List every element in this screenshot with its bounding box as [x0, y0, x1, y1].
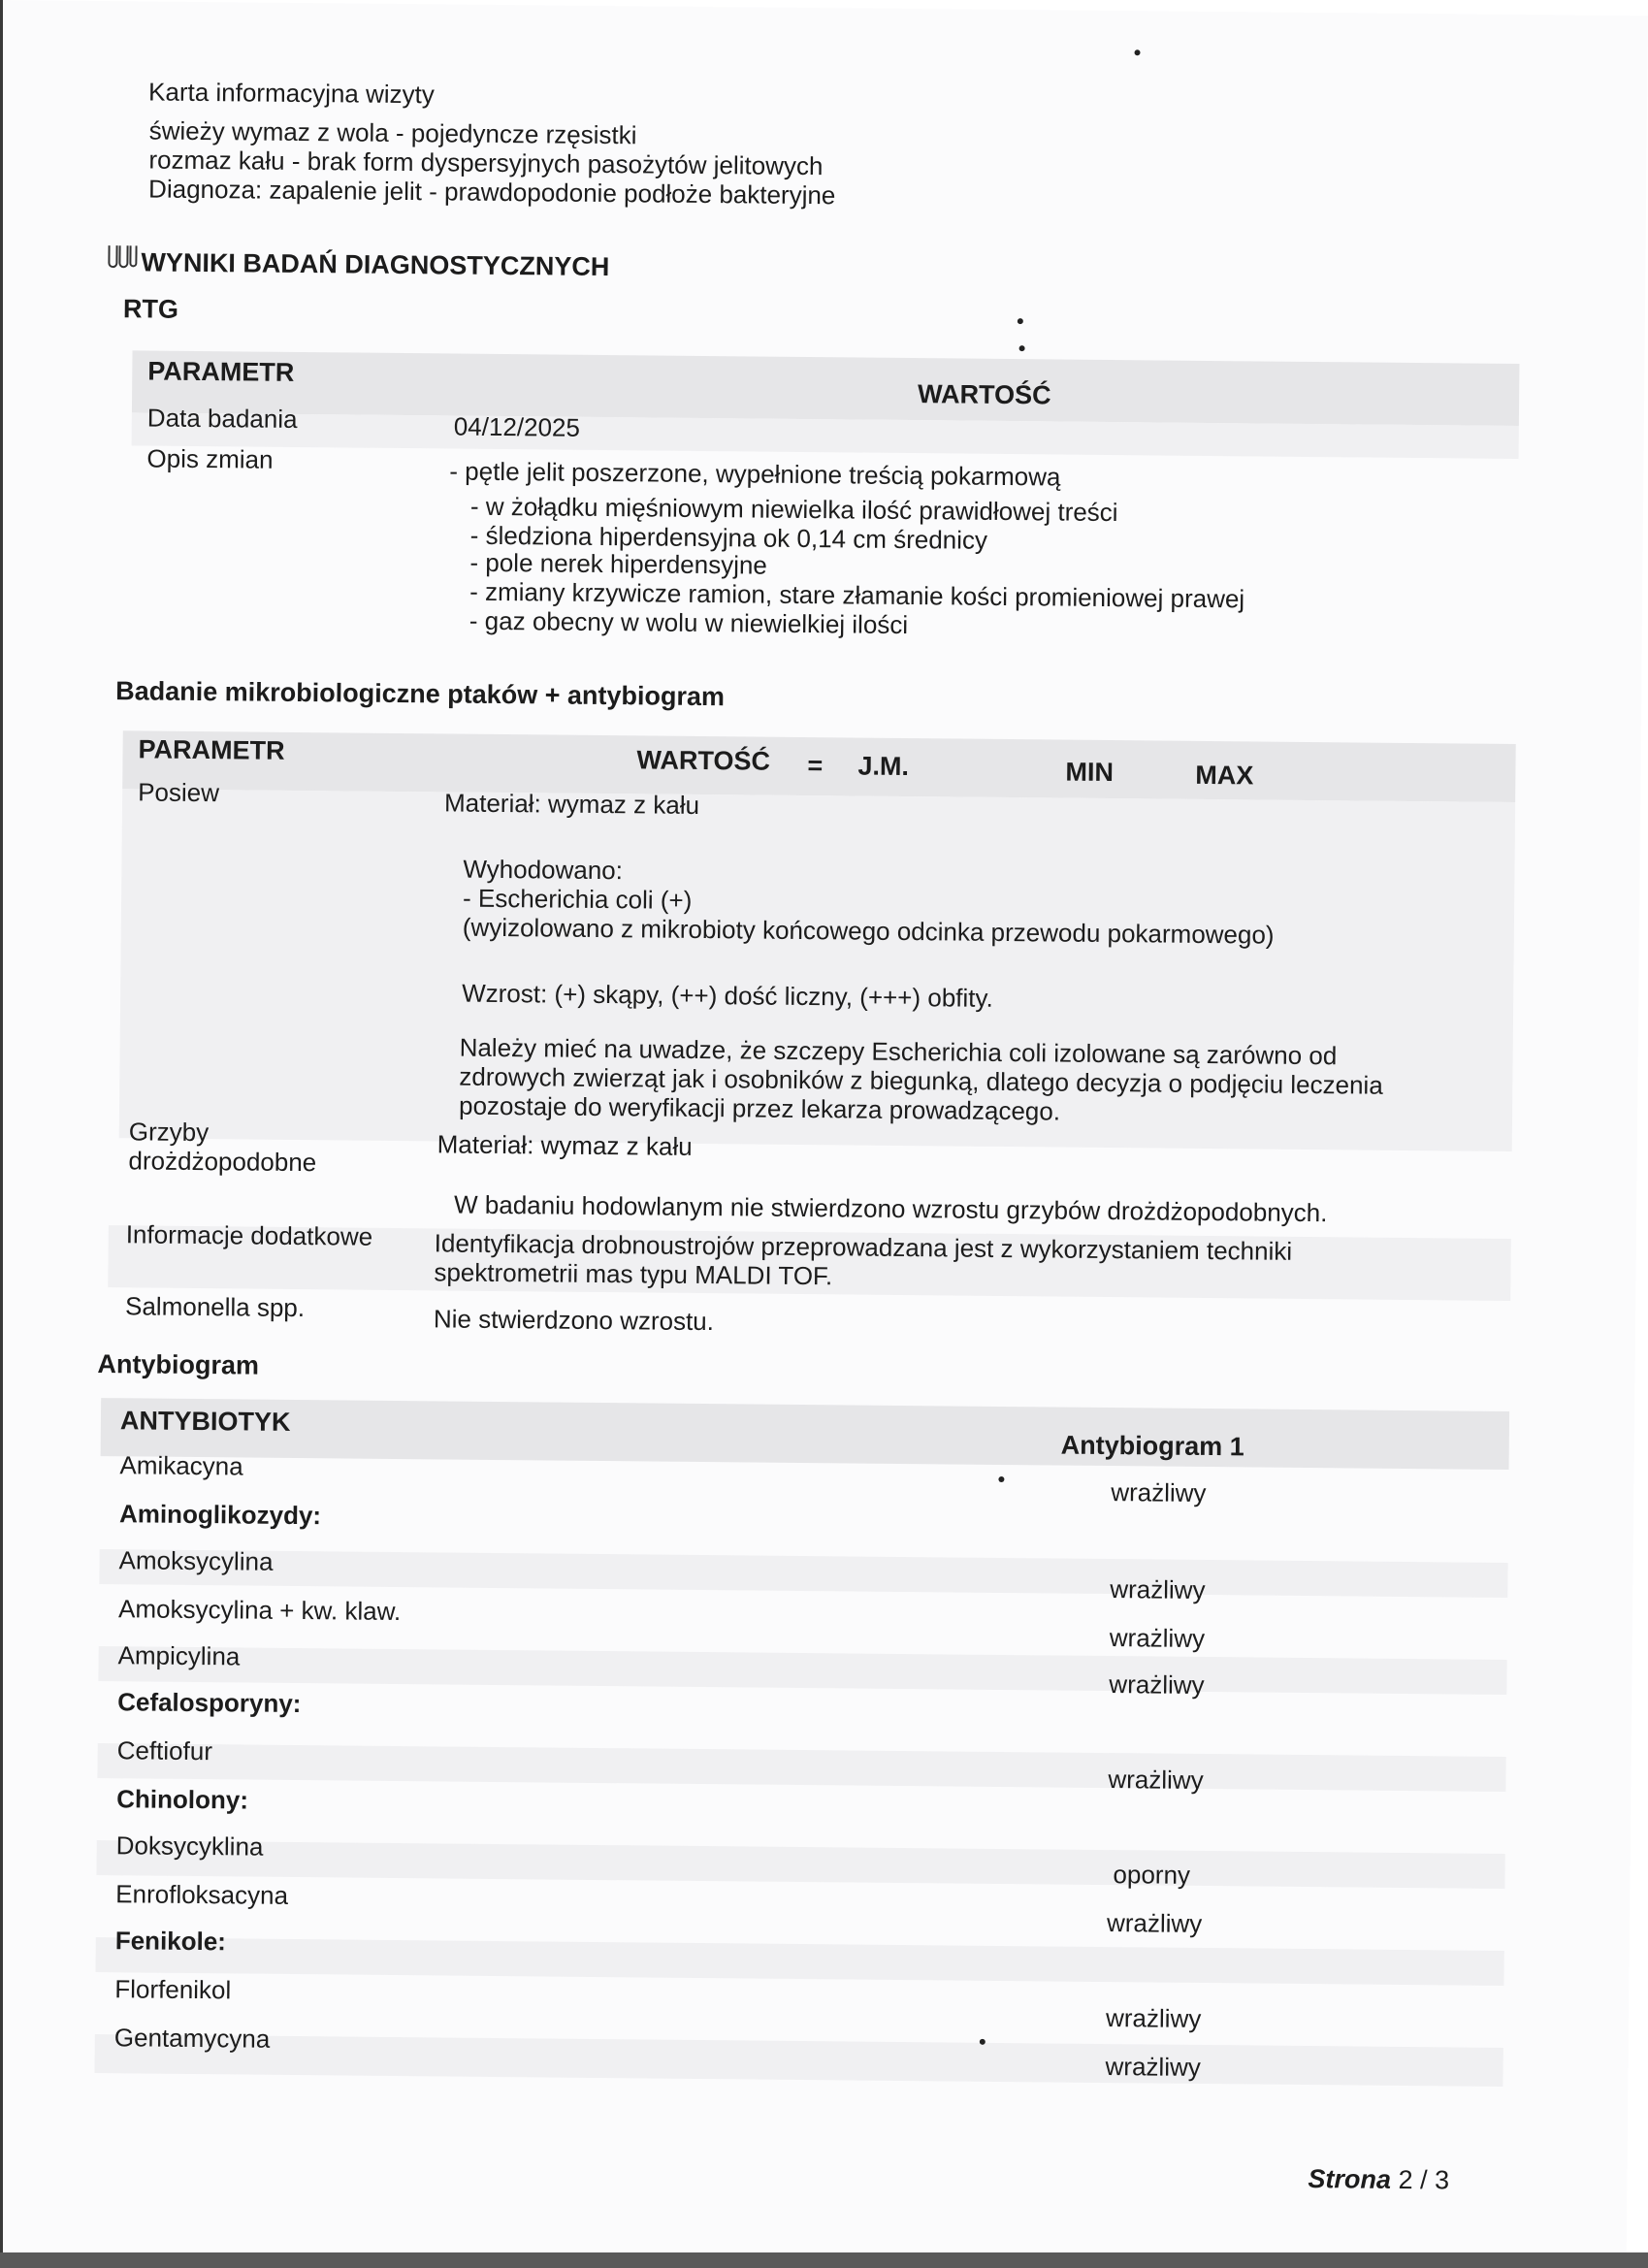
scan-speck — [1018, 318, 1023, 324]
result-value: wrażliwy — [1105, 2052, 1201, 2082]
scan-speck — [998, 1476, 1004, 1482]
visit-line: rozmaz kału - brak form dyspersyjnych pasożytów jelitowych — [148, 145, 824, 181]
antibiogram-col-result: Antybiogram 1 — [1060, 1430, 1244, 1462]
drug-group-name: Chinolony: — [116, 1784, 249, 1815]
salmonella-label: Salmonella spp. — [124, 1291, 306, 1323]
result-value: wrażliwy — [1108, 1765, 1204, 1795]
antibiogram-title: Antybiogram — [97, 1349, 260, 1380]
page-total: / 3 — [1419, 2165, 1450, 2195]
drug-name: Ceftiofur — [116, 1735, 213, 1766]
micro-col-unit: J.M. — [857, 751, 910, 782]
result-value: oporny — [1113, 1860, 1191, 1890]
rtg-col-param: PARAMETR — [147, 356, 295, 387]
drug-name: Amoksycylina — [118, 1545, 274, 1576]
drug-name: Amoksycylina + kw. klaw. — [117, 1594, 402, 1627]
info-line: Identyfikacja drobnoustrojów przeprowadzana jest z wykorzystaniem techniki — [434, 1228, 1293, 1266]
result-value: wrażliwy — [1110, 1574, 1206, 1605]
antibiogram-header-band — [101, 1398, 1510, 1470]
micro-col-min: MIN — [1065, 757, 1115, 788]
posiew-isolated: (wyizolowano z mikrobioty końcowego odcinka przewodu pokarmowego) — [462, 912, 1275, 950]
scan-speck — [1019, 345, 1025, 351]
result-value: wrażliwy — [1109, 1669, 1205, 1700]
posiew-note-line: zdrowych zwierząt jak i osobników z biegunką, dlatego decyzja o podjęciu leczenia — [459, 1061, 1383, 1100]
rtg-desc-line: - pętle jelit poszerzone, wypełnione treścią pokarmową — [449, 456, 1061, 492]
rtg-title: RTG — [122, 294, 179, 324]
posiew-label: Posiew — [138, 777, 220, 808]
drug-name: Florfenikol — [114, 1974, 232, 2005]
rtg-desc-line: - gaz obecny w wolu w niewielkiej ilości — [469, 605, 909, 640]
yeast-label-2: drożdżopodobne — [128, 1146, 317, 1178]
info-label: Informacje dodatkowe — [125, 1219, 373, 1251]
rtg-desc-line: - pole nerek hiperdensyjne — [469, 547, 768, 580]
section-title: WYNIKI BADAŃ DIAGNOSTYCZNYCH — [141, 247, 610, 282]
drug-name: Amikacyna — [119, 1450, 243, 1481]
rtg-date-value: 04/12/2025 — [453, 411, 581, 442]
posiew-material: Materiał: wymaz z kału — [443, 788, 700, 820]
micro-col-max: MAX — [1195, 760, 1254, 791]
drug-name: Enrofloksacyna — [115, 1879, 289, 1910]
posiew-organism: - Escherichia coli (+) — [462, 883, 693, 915]
result-value: wrażliwy — [1106, 1908, 1203, 1938]
rtg-desc-label: Opis zmian — [146, 443, 274, 474]
posiew-grown: Wyhodowano: — [463, 854, 624, 886]
salmonella-value: Nie stwierdzono wzrostu. — [433, 1304, 715, 1337]
drug-group-name: Cefalosporyny: — [117, 1687, 302, 1719]
yeast-result: W badaniu hodowlanym nie stwierdzono wzrostu grzybów drożdżopodobnych. — [453, 1189, 1328, 1228]
scan-left-edge — [0, 0, 3, 2268]
scan-speck — [1135, 49, 1141, 55]
drug-group-name: Fenikole: — [114, 1926, 227, 1957]
micro-col-eq: = — [807, 751, 824, 781]
result-value: wrażliwy — [1105, 2003, 1202, 2033]
drug-group-name: Aminoglikozydy: — [118, 1499, 322, 1531]
rtg-desc-line: - śledziona hiperdensyjna ok 0,14 cm średnicy — [469, 520, 988, 555]
drug-name: Ampicylina — [117, 1640, 241, 1671]
test-tubes-icon — [106, 243, 137, 269]
posiew-growth: Wzrost: (+) skąpy, (++) dość liczny, (+++) obfity. — [462, 978, 993, 1013]
posiew-note-line: pozostaje do weryfikacji przez lekarza prowadzącego. — [458, 1090, 1061, 1126]
visit-line: Diagnoza: zapalenie jelit - prawdopodonie podłoże bakteryjne — [147, 174, 836, 211]
drug-name: Gentamycyna — [113, 2023, 271, 2054]
scan-speck — [980, 2039, 986, 2045]
rtg-desc-line: - zmiany krzywicze ramion, stare złamanie kości promieniowej prawej — [469, 576, 1245, 614]
rtg-date-label: Data badania — [146, 403, 298, 434]
drug-name: Doksycyklina — [115, 1831, 264, 1862]
result-value: wrażliwy — [1111, 1477, 1207, 1508]
page-indicator — [1308, 2164, 1449, 2195]
yeast-material: Materiał: wymaz z kału — [436, 1129, 693, 1161]
micro-title: Badanie mikrobiologiczne ptaków + antybiogram — [115, 676, 726, 712]
antibiogram-col-drug: ANTYBIOTYK — [119, 1406, 291, 1437]
result-value: wrażliwy — [1109, 1623, 1206, 1653]
rtg-col-value: WARTOŚĆ — [918, 379, 1051, 410]
yeast-label: Grzyby — [128, 1117, 210, 1148]
micro-col-value: WARTOŚĆ — [636, 745, 771, 776]
info-line: spektrometrii mas typu MALDI TOF. — [434, 1257, 833, 1291]
scan-bottom-edge — [0, 2252, 1648, 2268]
page-label: Strona — [1308, 2164, 1392, 2194]
visit-line: świeży wymaz z wola - pojedyncze rzęsistki — [148, 115, 637, 150]
posiew-note-line: Należy mieć na uwadze, że szczepy Escherichia coli izolowane są zarówno od — [459, 1032, 1338, 1071]
rtg-desc-line: - w żołądku mięśniowym niewielka ilość prawidłowej treści — [469, 491, 1118, 528]
visit-card-title: Karta informacyjna wizyty — [147, 77, 435, 110]
micro-col-param: PARAMETR — [138, 734, 285, 765]
page-number: 2 — [1398, 2164, 1413, 2195]
